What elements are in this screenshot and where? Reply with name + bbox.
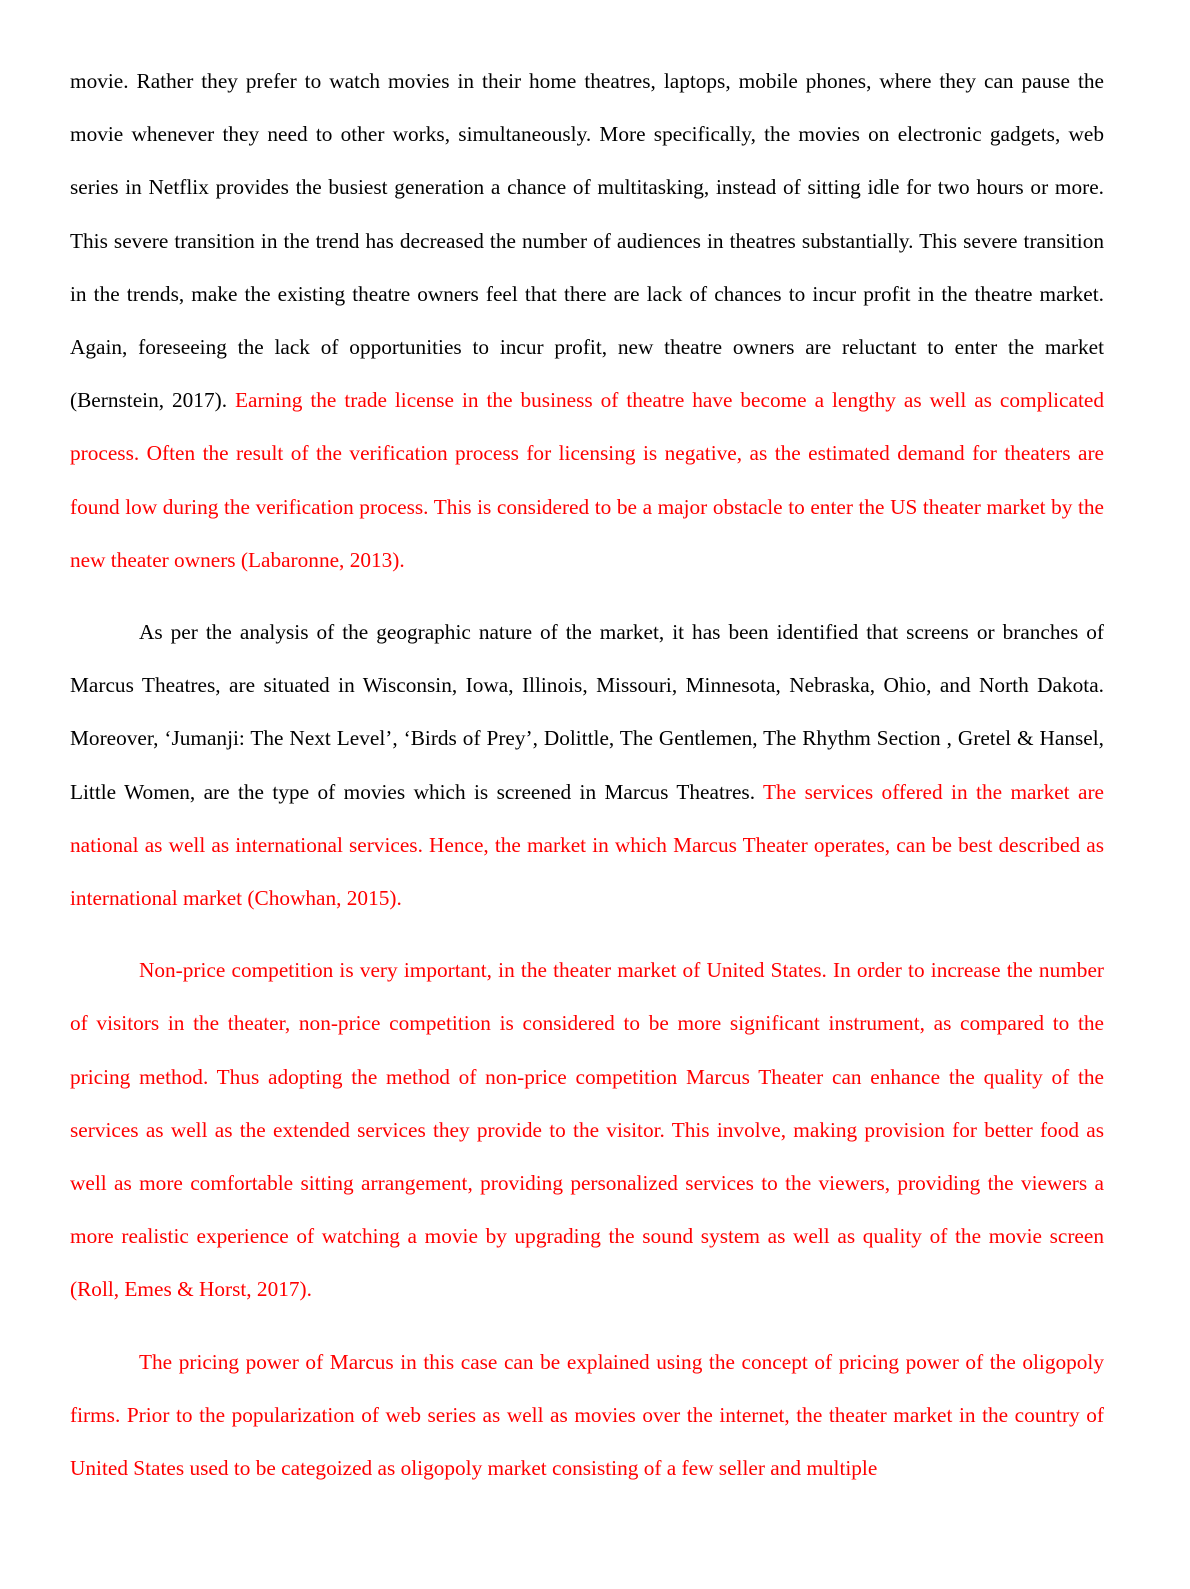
- document-page: [70, 55, 1104, 1514]
- paragraph-text-red: The pricing power of Marcus in this case can be explained using the concept of pricing power of the oligopoly firms. Prior to the popularization of web series as well as movies over the internet, the theater market in the country of United States used to be categoized as oligopoly market consisting of a few seller and multiple: [70, 1349, 1104, 1481]
- paragraph-text-black: movie. Rather they prefer to watch movies in their home theatres, laptops, mobile phones, where they can pause the movie whenever they need to other works, simultaneously. More specifically, the movies on electronic gadgets, web series in Netflix provides the busiest generation a chance of multitasking, instead of sitting idle for two hours or more. This severe transition in the trend has decreased the number of audiences in theatres substantially. This severe transition in the trends, make the existing theatre owners feel that there are lack of chances to incur profit in the theatre market. Again, foreseeing the lack of opportunities to incur profit, new theatre owners are reluctant to enter the market (Bernstein, 2017).: [70, 69, 1104, 413]
- paragraph-pricing-power: [70, 1336, 1104, 1496]
- paragraph-text-black: As per the analysis of the geographic nature of the market, it has been identified that screens or branches of Marcus Theatres, are situated in Wisconsin, Iowa, Illinois, Missouri, Minnesota, Nebraska, Ohio, and North Dakota. Moreover, ‘Jumanji: The Next Level’, ‘Birds of Prey’, Dolittle, The Gentlemen, The Rhythm Section , Gretel & Hansel, Little Women, are the type of movies which is screened in Marcus Theatres.: [70, 620, 1104, 804]
- paragraph-non-price-competition: [70, 944, 1104, 1316]
- paragraph-text-red: Earning the trade license in the business of theatre have become a lengthy as well as complicated process. Often the result of the verification process for licensing is negative, as the estimated demand for theaters are found low during the verification process. This is considered to be a major obstacle to enter the US theater market by the new theater owners (Labaronne, 2013).: [70, 388, 1104, 572]
- paragraph-market-entry: [70, 55, 1104, 587]
- paragraph-geographic-market: [70, 606, 1104, 925]
- paragraph-text-red: Non-price competition is very important, in the theater market of United States. In order to increase the number of visitors in the theater, non-price competition is considered to be more significant instrument, as compared to the pricing method. Thus adopting the method of non-price competition Marcus Theater can enhance the quality of the services as well as the extended services they provide to the visitor. This involve, making provision for better food as well as more comfortable sitting arrangement, providing personalized services to the viewers, providing the viewers a more realistic experience of watching a movie by upgrading the sound system as well as quality of the movie screen (Roll, Emes & Horst, 2017).: [70, 958, 1104, 1302]
- paragraph-text-red: The services offered in the market are national as well as international services. Hence, the market in which Marcus Theater operates, can be best described as international market (Chowhan, 2015).: [70, 779, 1104, 911]
